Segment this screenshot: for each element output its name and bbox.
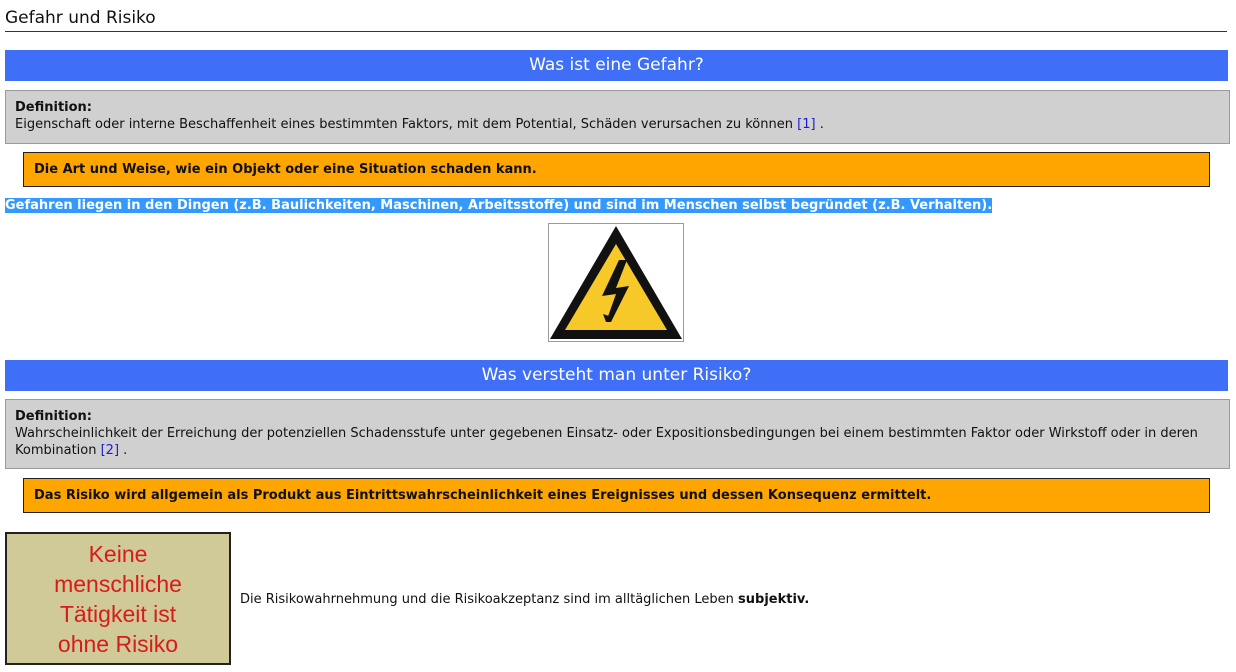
definition-text: Eigenschaft oder interne Beschaffenheit eines bestimmten Faktors, mit dem Potential, Schäden verursachen zu können (15, 117, 793, 132)
definition-box-risk (5, 399, 1230, 469)
risk-perception-emphasis: subjektiv. (738, 592, 810, 607)
quote-box (5, 532, 231, 665)
definition-label: Definition: (15, 100, 93, 115)
reference-link-2[interactable]: [2] (100, 443, 120, 458)
definition-text: Wahrscheinlichkeit der Erreichung der potenziellen Schadensstufe unter gegebenen Einsatz- oder Expositionsbedingungen bei einem bestimmten Faktor oder Wirkstoff oder in deren Kombination (15, 426, 1198, 458)
definition-end: . (819, 117, 824, 132)
reference-link-1[interactable]: [1] (797, 117, 816, 132)
risk-perception-sentence: Die Risikowahrnehmung und die Risikoakzeptanz sind im alltäglichen Leben (240, 592, 734, 607)
section-heading-risk: Was versteht man unter Risiko? (5, 360, 1228, 391)
high-voltage-warning-svg (549, 224, 683, 341)
note-box-risk: Das Risiko wird allgemein als Produkt aus Eintrittswahrscheinlichkeit eines Ereignisses und dessen Konsequenz ermittelt. (23, 478, 1210, 513)
page-title: Gefahr und Risiko (5, 7, 1227, 32)
definition-end: . (123, 443, 128, 458)
definition-box-hazard (5, 90, 1230, 144)
high-voltage-warning-icon (548, 223, 684, 342)
section-heading-hazard: Was ist eine Gefahr? (5, 50, 1228, 81)
definition-label: Definition: (15, 409, 93, 424)
risk-perception-text (240, 591, 809, 608)
note-box-hazard: Die Art und Weise, wie ein Objekt oder eine Situation schaden kann. (23, 152, 1210, 187)
quote-text: Keine menschliche Tätigkeit ist ohne Risiko (54, 540, 182, 657)
highlighted-text-content: Gefahren liegen in den Dingen (z.B. Baulichkeiten, Maschinen, Arbeitsstoffe) und sind im Menschen selbst begründet (z.B. Verhalten). (5, 198, 993, 213)
highlighted-text[interactable] (5, 197, 992, 214)
